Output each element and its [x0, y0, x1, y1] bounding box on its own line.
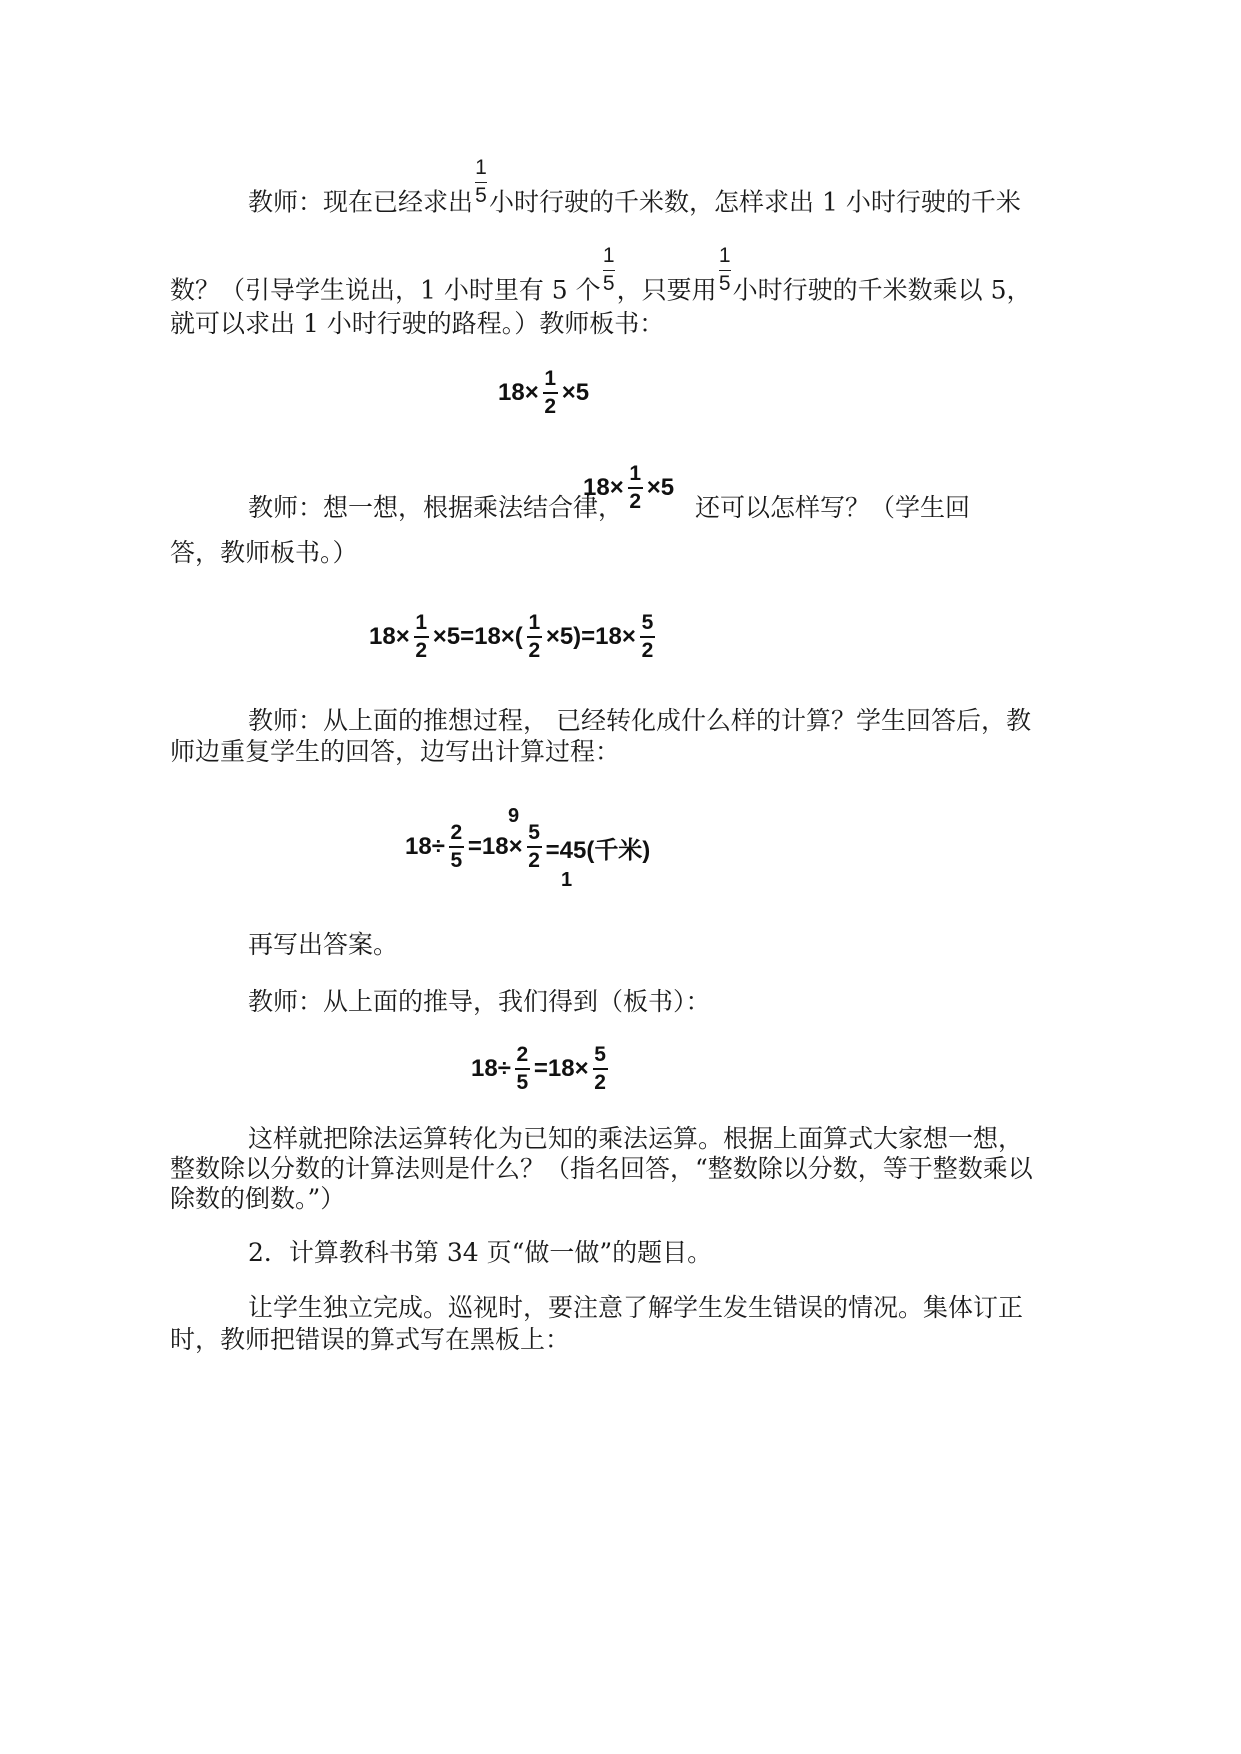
- fraction-bar: [515, 1068, 530, 1070]
- denominator: 5: [718, 272, 731, 295]
- paragraph-line-4-continued: 还可以怎样写？（学生回: [695, 493, 971, 522]
- denominator: 2: [544, 395, 557, 418]
- formula-3: [404, 822, 651, 872]
- fraction: [527, 822, 542, 872]
- fraction-bar: [475, 182, 487, 183]
- text: 教师：现在已经求出: [248, 187, 474, 217]
- fraction-bar: [593, 1068, 608, 1070]
- fraction: [475, 156, 487, 208]
- fraction-bar: [543, 392, 558, 394]
- numerator: 1: [544, 367, 557, 390]
- paragraph-line-4: [248, 493, 623, 523]
- numerator: 2: [450, 821, 463, 844]
- cancel-mark-top: 9: [508, 805, 520, 827]
- paragraph-line-10: 这样就把除法运算转化为已知的乘法运算。根据上面算式大家想一想，: [248, 1124, 1024, 1153]
- fraction: [593, 1044, 608, 1094]
- fraction-bar: [527, 846, 542, 848]
- numerator: 5: [594, 1043, 606, 1066]
- denominator: 2: [528, 639, 541, 662]
- denominator: 5: [475, 184, 487, 207]
- numerator: 1: [528, 611, 541, 634]
- paragraph-line-11: 整数除以分数的计算法则是什么？（指名回答，“整数除以分数，等于整数乘以: [170, 1154, 1033, 1183]
- fraction-bar: [719, 270, 731, 271]
- fraction: [628, 463, 643, 513]
- fraction-bar: [640, 636, 655, 638]
- numerator: 2: [516, 1043, 529, 1066]
- text: 教师：想一想，根据乘法结合律，: [248, 493, 624, 522]
- fraction: [414, 612, 429, 662]
- numerator: 1: [415, 611, 428, 634]
- numerator: 1: [475, 156, 487, 179]
- numerator: 1: [629, 462, 642, 485]
- formula-text: 18÷: [405, 833, 445, 860]
- denominator: 2: [415, 639, 428, 662]
- fraction: [515, 1044, 530, 1094]
- fraction-bar: [603, 270, 615, 271]
- paragraph-line-6: 教师：从上面的推想过程， 已经转化成什么样的计算？学生回答后，教: [248, 706, 1031, 735]
- denominator: 2: [629, 490, 642, 513]
- fraction-bar: [628, 487, 643, 489]
- numerator: 5: [528, 821, 540, 844]
- text: 小时行驶的千米数乘以 5，: [732, 275, 1032, 305]
- numerator: 1: [602, 244, 615, 267]
- denominator: 5: [450, 849, 463, 872]
- cancel-mark-bottom: 1: [561, 869, 573, 891]
- paragraph-line-12: 除数的倒数。”）: [170, 1184, 346, 1213]
- denominator: 5: [602, 272, 615, 295]
- denominator: 5: [516, 1071, 529, 1094]
- fraction: [449, 822, 464, 872]
- formula-text: ×5: [561, 379, 590, 406]
- fraction: [603, 244, 615, 296]
- formula-text: ×5)=18×: [545, 623, 636, 650]
- formula-text: =18×: [467, 833, 523, 860]
- fraction-bar: [414, 636, 429, 638]
- formula-text: ×5=18×(: [432, 623, 523, 650]
- paragraph-line-9: 教师：从上面的推导，我们得到（板书）：: [248, 987, 711, 1016]
- fraction: [640, 612, 655, 662]
- denominator: 2: [528, 849, 540, 872]
- formula-text: 18÷: [471, 1055, 511, 1082]
- inline-formula: [582, 463, 675, 513]
- paragraph-line-8: 再写出答案。: [248, 930, 399, 959]
- paragraph-line-13: 2．计算教科书第 34 页“做一做”的题目。: [248, 1238, 713, 1267]
- paragraph-line-3: 就可以求出 1 小时行驶的路程。）教师板书：: [170, 309, 665, 338]
- text: 小时行驶的千米数，怎样求出 1 小时行驶的千米: [489, 187, 1021, 217]
- paragraph-line-7: 师边重复学生的回答，边写出计算过程：: [170, 737, 621, 766]
- formula-text: 18×: [583, 474, 624, 501]
- denominator: 2: [641, 639, 654, 662]
- formula-text: 18×: [369, 623, 410, 650]
- formula-4: [470, 1044, 611, 1094]
- formula-text: =18×: [533, 1055, 589, 1082]
- fraction: [719, 244, 731, 296]
- fraction-bar: [527, 636, 542, 638]
- paragraph-line-14: 让学生独立完成。巡视时，要注意了解学生发生错误的情况。集体订正: [248, 1293, 1024, 1322]
- numerator: 1: [718, 244, 731, 267]
- fraction: [543, 368, 558, 418]
- paragraph-line-1: [248, 156, 1021, 230]
- formula-text: =45(千米): [545, 836, 651, 864]
- denominator: 2: [594, 1071, 606, 1094]
- numerator: 5: [641, 611, 654, 634]
- text: ，只要用: [616, 275, 717, 305]
- formula-text: ×5: [646, 474, 675, 501]
- formula-2: [368, 612, 658, 662]
- paragraph-line-5: 答，教师板书。）: [170, 538, 358, 567]
- formula-1: [497, 368, 590, 418]
- fraction-bar: [449, 846, 464, 848]
- formula-text: 18×: [498, 379, 539, 406]
- fraction: [527, 612, 542, 662]
- text: 数？（引导学生说出，1 小时里有 5 个: [170, 275, 601, 305]
- paragraph-line-15: 时，教师把错误的算式写在黑板上：: [170, 1325, 571, 1354]
